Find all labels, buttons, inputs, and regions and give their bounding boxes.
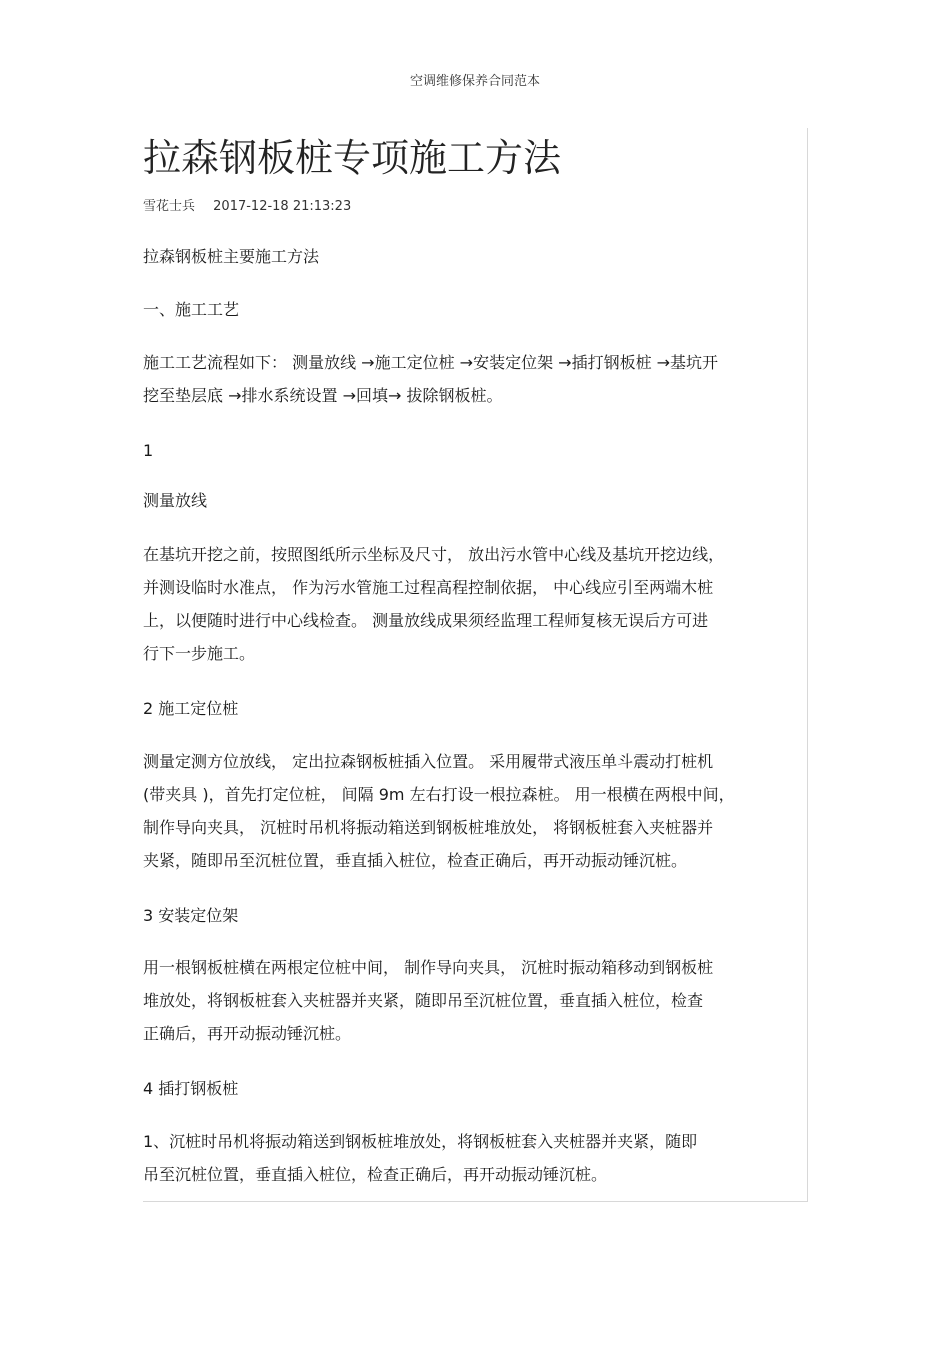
step-number <box>143 434 807 467</box>
step-heading <box>143 1072 807 1105</box>
text-line: 2 施工定位桩 <box>143 699 239 718</box>
text-line: 制作导向夹具， 沉桩时吊机将振动箱送到钢板桩堆放处， 将钢板桩套入夹桩器并 <box>143 818 714 837</box>
paragraph <box>143 1125 807 1191</box>
section-heading <box>143 293 807 326</box>
text-line: 3 安装定位架 <box>143 906 239 925</box>
paragraph <box>143 538 807 670</box>
text-line: 夹紧，随即吊至沉桩位置，垂直插入桩位，检查正确后，再开动振动锤沉桩。 <box>143 851 688 870</box>
text-line: 1 <box>143 441 154 460</box>
paragraph <box>143 346 807 412</box>
text-line: 施工工艺流程如下： 测量放线 →施工定位桩 →安装定位架 →插打钢板桩 →基坑开 <box>143 353 719 372</box>
text-line: 在基坑开挖之前，按照图纸所示坐标及尺寸， 放出污水管中心线及基坑开挖边线， <box>143 545 725 564</box>
text-line: 测量定测方位放线， 定出拉森钢板桩插入位置。 采用履带式液压单斗震动打桩机 <box>143 752 714 771</box>
text-line: 拉森钢板桩主要施工方法 <box>143 247 320 266</box>
text-line: 4 插打钢板桩 <box>143 1079 239 1098</box>
text-line: 一、施工工艺 <box>143 300 240 319</box>
text-line: (带夹具 )，首先打定位桩， 间隔 9m 左右打设一根拉森桩。 用一根横在两根中间， <box>143 785 735 804</box>
step-heading <box>143 484 807 517</box>
text-line: 正确后，再开动振动锤沉桩。 <box>143 1024 352 1043</box>
publish-date: 2017-12-18 21:13:23 <box>213 199 352 214</box>
step-heading <box>143 692 807 725</box>
text-line: 测量放线 <box>143 491 208 510</box>
text-line: 1、沉桩时吊机将振动箱送到钢板桩堆放处，将钢板桩套入夹桩器并夹紧，随即 <box>143 1132 698 1151</box>
document-header: 空调维修保养合同范本 <box>409 74 540 89</box>
article-title: 拉森钢板桩专项施工方法 <box>143 136 562 180</box>
paragraph <box>143 240 807 273</box>
paragraph <box>143 951 807 1050</box>
step-heading <box>143 899 807 932</box>
author-name: 雪花士兵 <box>143 199 196 214</box>
text-line: 用一根钢板桩横在两根定位桩中间， 制作导向夹具， 沉桩时振动箱移动到钢板桩 <box>143 958 714 977</box>
article-meta <box>143 195 351 214</box>
text-line: 堆放处，将钢板桩套入夹桩器并夹紧，随即吊至沉桩位置，垂直插入桩位，检查 <box>143 991 704 1010</box>
text-line: 挖至垫层底 →排水系统设置 →回填→ 拔除钢板桩。 <box>143 386 503 405</box>
text-line: 上，以便随时进行中心线检查。 测量放线成果须经监理工程师复核无误后方可进 <box>143 611 709 630</box>
text-line: 行下一步施工。 <box>143 644 256 663</box>
paragraph <box>143 745 807 877</box>
text-line: 并测设临时水准点， 作为污水管施工过程高程控制依据， 中心线应引至两端木桩 <box>143 578 714 597</box>
text-line: 吊至沉桩位置，垂直插入桩位，检查正确后，再开动振动锤沉桩。 <box>143 1165 608 1184</box>
